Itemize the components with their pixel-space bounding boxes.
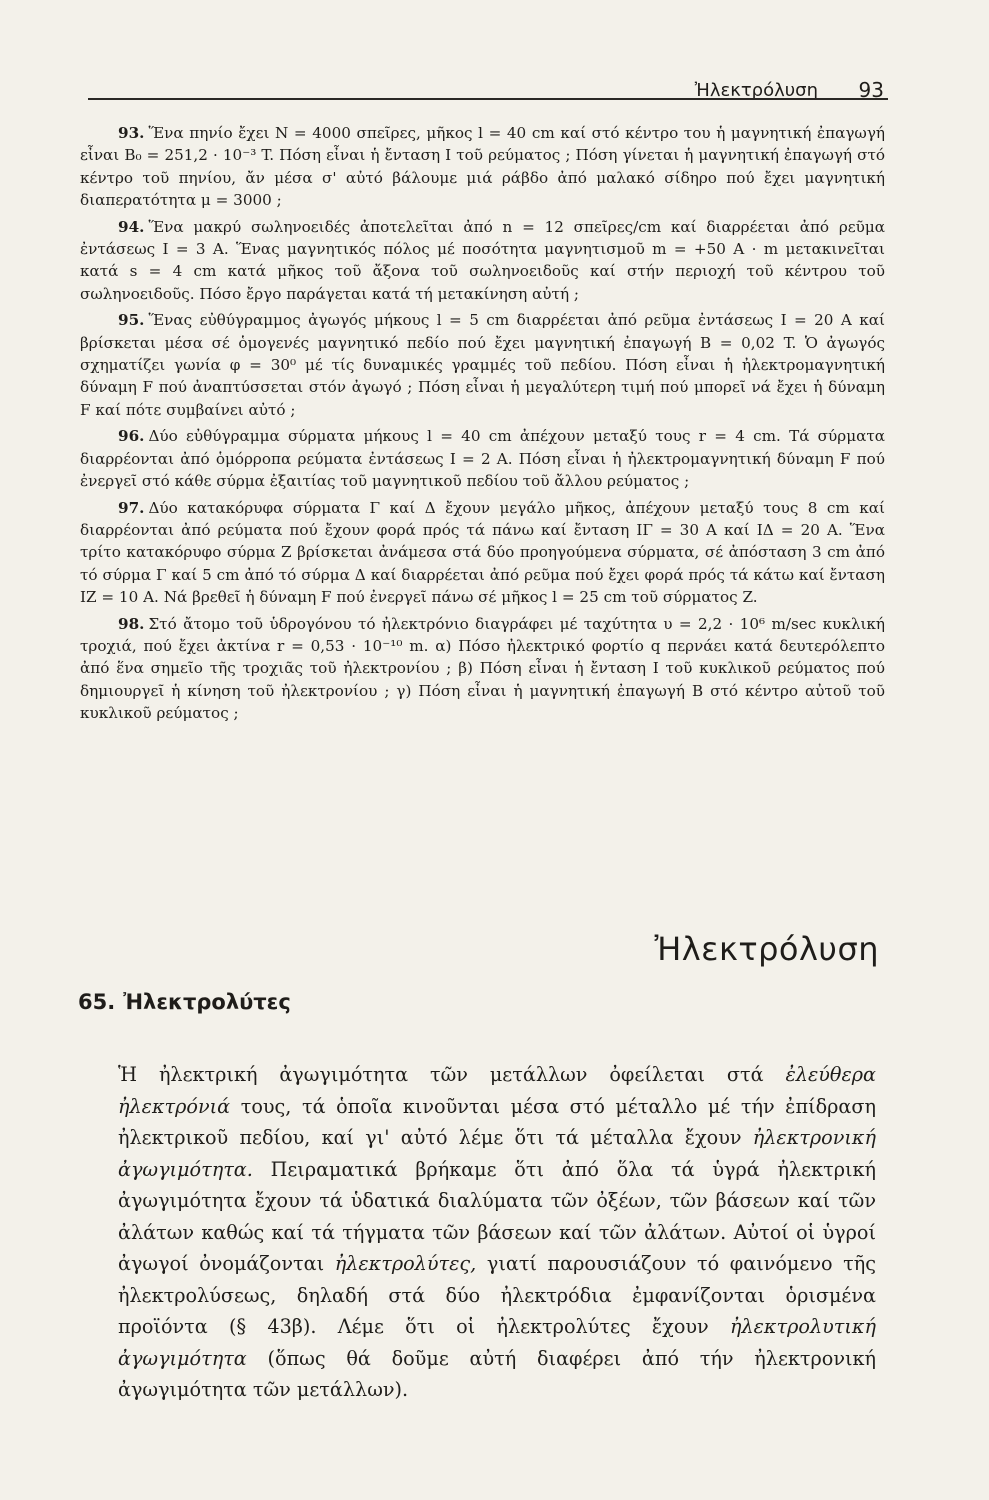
section-title: Ἠλεκτρόλυση (654, 930, 879, 968)
problem-94 (80, 216, 885, 306)
problem-93 (80, 122, 885, 212)
problem-list (80, 122, 885, 729)
paragraph-text: Ἡ ἠλεκτρική ἀγωγιμότητα τῶν μετάλλων ὀφείλεται στά (118, 1063, 786, 1087)
problem-text: Ἕνα μακρύ σωληνοειδές ἀποτελεῖται ἀπό n = 12 σπεῖρες/cm καί διαρρέεται ἀπό ρεῦμα ἐντάσεως I = 3 A. Ἕνας μαγνητικός πόλος μέ ποσότητα μαγνητισμοῦ m = +50 A · m μετακινεῖται κατά s = 4 cm κατά μῆκος τοῦ ἄξονα τοῦ σωληνοειδοῦς καί στήν περιοχή τοῦ κέντρου τοῦ σωληνοειδοῦς. Πόσο ἔργο παράγεται κατά τή μετακίνηση αὐτή ; (80, 217, 885, 303)
subsection-title: Ἠλεκτρολύτες (123, 990, 291, 1014)
problem-98 (80, 613, 885, 725)
body-paragraph (118, 1059, 876, 1406)
emphasis-term: ἐλεύθερα ἠλεκτρόνιά (118, 1063, 876, 1118)
problem-number: 96. (118, 427, 145, 446)
paragraph-text: (ὅπως θά δοῦμε αὐτή διαφέρει ἀπό τήν ἠλεκτρονική ἀγωγιμότητα τῶν μετάλλων). (118, 1346, 876, 1402)
problem-95 (80, 309, 885, 421)
problem-96 (80, 425, 885, 492)
paragraph-text: Πειραματικά βρήκαμε ὅτι ἀπό ὅλα τά ὑγρά ἠλεκτρική ἀγωγιμότητα ἔχουν τά ὑδατικά διαλύματα τῶν ὀξέων, τῶν βάσεων καί τῶν ἀλάτων καθώς καί τά τήγματα τῶν βάσεων καί τῶν ἀλάτων. Αὐτοί οἱ ὑγροί ἀγωγοί ὀνομάζονται (118, 1157, 876, 1276)
problem-text: Ἕνας εὐθύγραμμος ἀγωγός μήκους l = 5 cm διαρρέεται ἀπό ρεῦμα ἐντάσεως I = 20 A καί βρίσκεται μέσα σέ ὁμογενές μαγνητικό πεδίο πού ἔχει μαγνητική ἐπαγωγή B = 0,02 T. Ὁ ἀγωγός σχηματίζει γωνία φ = 30⁰ μέ τίς δυναμικές γραμμές τοῦ πεδίου. Πόση εἶναι ἡ ἠλεκτρομαγνητική δύναμη F πού ἀναπτύσσεται στόν ἀγωγό ; Πόση εἶναι ἡ μεγαλύτερη τιμή πού μπορεῖ νά ἔχει ἡ δύναμη F καί πότε συμβαίνει αὐτό ; (80, 311, 885, 419)
problem-text: Δύο κατακόρυφα σύρματα Γ καί Δ ἔχουν μεγάλο μῆκος, ἀπέχουν μεταξύ τους 8 cm καί διαρρέονται ἀπό ρεύματα πού ἔχουν φορά πρός τά πάνω καί ἔνταση IΓ = 30 A καί IΔ = 20 A. Ἕνα τρίτο κατακόρυφο σύρμα Z βρίσκεται ἀνάμεσα στά δύο προηγούμενα σύρματα, σέ ἀπόσταση 3 cm ἀπό τό σύρμα Γ καί 5 cm ἀπό τό σύρμα Δ καί διαρρέεται ἀπό ρεῦμα πού ἔχει φορά πρός τά κάτω καί ἔνταση IZ = 10 A. Νά βρεθεῖ ἡ δύναμη F πού ἐνεργεῖ πάνω σέ μῆκος l = 25 cm τοῦ σύρματος Z. (80, 498, 885, 607)
emphasis-term: ἠλεκτρολυτική ἀγωγιμότητα (118, 1315, 876, 1370)
problem-number: 97. (118, 498, 145, 517)
problem-number: 93. (118, 124, 145, 142)
paragraph-text: γιατί παρουσιάζουν τό φαινόμενο τῆς ἠλεκτρολύσεως, δηλαδή στά δύο ἠλεκτρόδια ἐμφανίζονται ὁρισμένα προϊόντα (§ 43β). Λέμε ὅτι οἱ ἠλεκτρολύτες ἔχουν (118, 1252, 876, 1339)
problem-97 (80, 497, 885, 609)
problem-text: Δύο εὐθύγραμμα σύρματα μήκους l = 40 cm ἀπέχουν μεταξύ τους r = 4 cm. Τά σύρματα διαρρέονται ἀπό ὁμόρροπα ρεύματα ἐντάσεως I = 2 A. Πόση εἶναι ἡ ἠλεκτρομαγνητική δύναμη F πού ἐνεργεῖ στό κάθε σύρμα ἐξαιτίας τοῦ μαγνητικοῦ πεδίου τοῦ ἄλλου ρεύματος ; (80, 427, 885, 491)
emphasis-term: ἠλεκτρολύτες, (334, 1252, 477, 1276)
problem-number: 98. (118, 614, 145, 633)
subsection-heading (78, 990, 291, 1014)
paragraph-text: τους, τά ὁποῖα κινοῦνται μέσα στό μέταλλο μέ τήν ἐπίδραση ἠλεκτρικοῦ πεδίου, καί γι' αὐτό λέμε ὅτι τά μέταλλα ἔχουν (118, 1094, 876, 1150)
emphasis-term: ἠλεκτρονική ἀγωγιμότητα. (118, 1126, 876, 1181)
problem-text: Στό ἄτομο τοῦ ὑδρογόνου τό ἠλεκτρόνιο διαγράφει μέ ταχύτητα υ = 2,2 · 10⁶ m/sec κυκλική τροχιά, πού ἔχει ἀκτίνα r = 0,53 · 10⁻¹⁰ m. α) Πόσο ἠλεκτρικό φορτίο q περνάει κατά δευτερόλεπτο ἀπό ἕνα σημεῖο τῆς τροχιᾶς τοῦ ἠλεκτρονίου ; β) Πόση εἶναι ἡ ἔνταση I τοῦ κυκλικοῦ ρεύματος πού δημιουργεῖ ἡ κίνηση τοῦ ἠλεκτρονίου ; γ) Πόση εἶναι ἡ μαγνητική ἐπαγωγή B στό κέντρο αὐτοῦ τοῦ κυκλικοῦ ρεύματος ; (80, 614, 885, 723)
header-rule (88, 98, 888, 100)
running-header (88, 78, 888, 104)
subsection-number: 65. (78, 990, 116, 1014)
problem-number: 94. (118, 217, 145, 236)
header-title: Ἠλεκτρόλυση (694, 80, 818, 101)
problem-text: Ἕνα πηνίο ἔχει N = 4000 σπεῖρες, μῆκος l = 40 cm καί στό κέντρο του ἡ μαγνητική ἐπαγωγή εἶναι B₀ = 251,2 · 10⁻³ T. Πόση εἶναι ἡ ἔνταση I τοῦ ρεύματος ; Πόση γίνεται ἡ μαγνητική ἐπαγωγή στό κέντρο τοῦ πηνίου, ἄν μέσα σ' αὐτό βάλουμε μιά ράβδο ἀπό μαλακό σίδηρο πού ἔχει μαγνητική διαπερατότητα μ = 3000 ; (80, 124, 885, 210)
problem-number: 95. (118, 311, 145, 330)
page-number: 93 (858, 78, 884, 102)
